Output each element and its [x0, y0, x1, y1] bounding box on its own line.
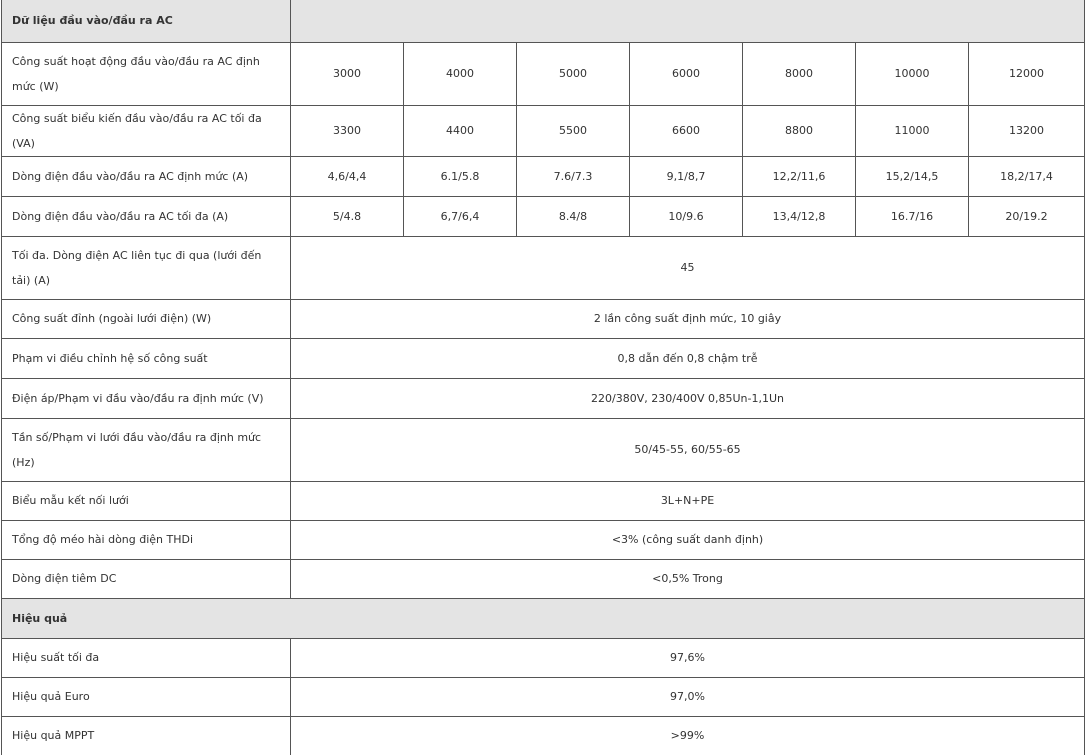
row-label: Dòng điện tiêm DC [2, 559, 291, 598]
cell-value: 7.6/7.3 [517, 156, 630, 196]
cell-value: 5500 [517, 105, 630, 156]
cell-value: 97,6% [291, 638, 1085, 677]
row-label: Công suất đỉnh (ngoài lưới điện) (W) [2, 299, 291, 338]
cell-value: 3L+N+PE [291, 481, 1085, 520]
table-row [2, 299, 1085, 338]
row-label: Công suất biểu kiến đầu vào/đầu ra AC tối đa (VA) [2, 105, 291, 156]
table-row [2, 677, 1085, 716]
cell-value: 11000 [856, 105, 969, 156]
row-label: Tổng độ méo hài dòng điện THDi [2, 520, 291, 559]
row-label: Dòng điện đầu vào/đầu ra AC tối đa (A) [2, 196, 291, 236]
cell-value: 4400 [404, 105, 517, 156]
table-row [2, 156, 1085, 196]
table-row [2, 481, 1085, 520]
cell-value: 8000 [743, 42, 856, 105]
row-label: Tối đa. Dòng điện AC liên tục đi qua (lưới đến tải) (A) [2, 236, 291, 299]
cell-value: 5/4.8 [291, 196, 404, 236]
row-label: Điện áp/Phạm vi đầu vào/đầu ra định mức (V) [2, 378, 291, 418]
cell-value: 45 [291, 236, 1085, 299]
cell-value: 12000 [969, 42, 1085, 105]
cell-value: 4000 [404, 42, 517, 105]
cell-value: 5000 [517, 42, 630, 105]
cell-value: 6000 [630, 42, 743, 105]
cell-value: 10000 [856, 42, 969, 105]
cell-value: 2 lần công suất định mức, 10 giây [291, 299, 1085, 338]
row-label: Hiệu suất tối đa [2, 638, 291, 677]
cell-value: <0,5% Trong [291, 559, 1085, 598]
cell-value: 16.7/16 [856, 196, 969, 236]
table-row [2, 418, 1085, 481]
table-row [2, 42, 1085, 105]
row-label: Dòng điện đầu vào/đầu ra AC định mức (A) [2, 156, 291, 196]
row-label: Công suất hoạt động đầu vào/đầu ra AC định mức (W) [2, 42, 291, 105]
cell-value: 13200 [969, 105, 1085, 156]
cell-value: 3300 [291, 105, 404, 156]
section-title-efficiency: Hiệu quả [2, 598, 1085, 638]
cell-value: 18,2/17,4 [969, 156, 1085, 196]
table-row [2, 236, 1085, 299]
cell-value: 6,7/6,4 [404, 196, 517, 236]
section-header-row [2, 598, 1085, 638]
row-label: Hiệu quả Euro [2, 677, 291, 716]
section-header-fill [291, 0, 1085, 42]
table-row [2, 520, 1085, 559]
table-row [2, 105, 1085, 156]
table-row [2, 378, 1085, 418]
cell-value: >99% [291, 716, 1085, 755]
cell-value: 13,4/12,8 [743, 196, 856, 236]
table-row [2, 716, 1085, 755]
row-label: Phạm vi điều chỉnh hệ số công suất [2, 338, 291, 378]
cell-value: 0,8 dẫn đến 0,8 chậm trễ [291, 338, 1085, 378]
cell-value: 15,2/14,5 [856, 156, 969, 196]
cell-value: 20/19.2 [969, 196, 1085, 236]
spec-table [1, 0, 1085, 755]
section-title-ac: Dữ liệu đầu vào/đầu ra AC [2, 0, 291, 42]
cell-value: 220/380V, 230/400V 0,85Un-1,1Un [291, 378, 1085, 418]
section-header-row [2, 0, 1085, 42]
cell-value: 8800 [743, 105, 856, 156]
cell-value: 50/45-55, 60/55-65 [291, 418, 1085, 481]
cell-value: 97,0% [291, 677, 1085, 716]
cell-value: 9,1/8,7 [630, 156, 743, 196]
row-label: Tần số/Phạm vi lưới đầu vào/đầu ra định mức (Hz) [2, 418, 291, 481]
cell-value: 12,2/11,6 [743, 156, 856, 196]
cell-value: 8.4/8 [517, 196, 630, 236]
table-row [2, 196, 1085, 236]
cell-value: 3000 [291, 42, 404, 105]
cell-value: <3% (công suất danh định) [291, 520, 1085, 559]
cell-value: 4,6/4,4 [291, 156, 404, 196]
row-label: Hiệu quả MPPT [2, 716, 291, 755]
table-row [2, 638, 1085, 677]
cell-value: 6.1/5.8 [404, 156, 517, 196]
table-row [2, 338, 1085, 378]
cell-value: 6600 [630, 105, 743, 156]
cell-value: 10/9.6 [630, 196, 743, 236]
row-label: Biểu mẫu kết nối lưới [2, 481, 291, 520]
table-row [2, 559, 1085, 598]
